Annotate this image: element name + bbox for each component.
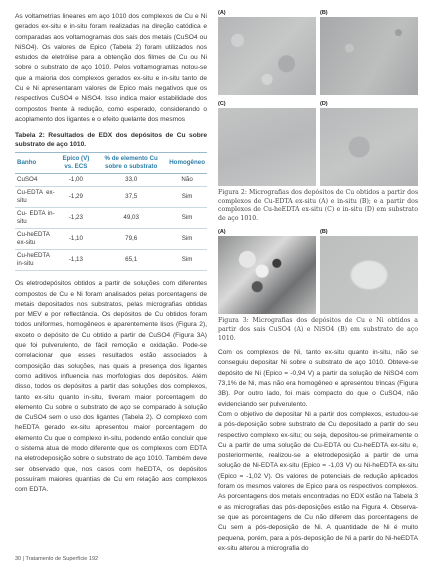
table-cell: 79,6 bbox=[95, 229, 167, 250]
micrograph-image bbox=[320, 101, 418, 186]
table-2 bbox=[15, 152, 207, 271]
right-column bbox=[218, 8, 418, 554]
table-cell: -1,00 bbox=[57, 174, 95, 187]
micrograph-image bbox=[320, 229, 418, 314]
table-cell: 65,1 bbox=[95, 250, 167, 271]
table-header-percent-cu: % de elemento Cu sobre o substrato bbox=[95, 153, 167, 174]
table-cell: Cu- EDTA in-situ bbox=[15, 208, 57, 229]
table-cell: -1,13 bbox=[57, 250, 95, 271]
panel-label: (C) bbox=[218, 101, 226, 107]
table-cell: 33,0 bbox=[95, 174, 167, 187]
table-cell: Cu-heEDTA in-situ bbox=[15, 250, 57, 271]
table-cell: Cu-heEDTA ex-situ bbox=[15, 229, 57, 250]
figure-2-panel-a bbox=[218, 8, 316, 95]
panel-label: (D) bbox=[320, 101, 328, 107]
table-cell: Cu-EDTA ex-situ bbox=[15, 187, 57, 208]
table-cell: Sim bbox=[167, 229, 207, 250]
table-cell: Sim bbox=[167, 187, 207, 208]
figure-2-panel-b bbox=[320, 8, 418, 95]
figure-3-grid bbox=[218, 227, 418, 314]
panel-label: (B) bbox=[320, 10, 328, 16]
panel-label: (A) bbox=[218, 10, 226, 16]
figure-2-caption: Figura 2: Micrografias dos depósitos de Cu obtidos a partir dos complexos de Cu-EDTA ex-situ (A) e in-situ (B); e a partir dos complexos de Cu-heEDTA ex-situ (C) e in-situ (D) em substrato de aço 1010. bbox=[218, 189, 418, 222]
figure-3-caption: Figura 3: Micrografias dos depósitos de Cu e Ni obtidos a partir dos sais CuSO4 (A) e NiSO4 (B) em substrato de aço 1010. bbox=[218, 317, 418, 342]
table-row bbox=[15, 208, 207, 229]
panel-label: (B) bbox=[320, 229, 328, 236]
table-cell: 49,03 bbox=[95, 208, 167, 229]
table-cell: -1,23 bbox=[57, 208, 95, 229]
paragraph-eletrodepositos: Os eletrodepósitos obtidos a partir de soluções com diferentes compostos de Cu e Ni foram analisados pelas porcentagens de metais depositados nos substratos, pelas micrografias obtidas por MEV e por reflectância. Os depósitos de Cu obtidos foram todos uniformes, homogêneos e aparentemente lisos (Figura 2), exceto o depósito de Cu obtido a partir de CuSO4 (Figura 3A) que foi pulverulento, de fácil remoção e oxidação. Pode-se correlacionar que esses resultados estão associados à composição das soluções, nas quais a presença dos ligantes como aditivos influencia nas morfologias dos depósitos. Além disso, todos os depósitos a partir das soluções dos complexos, tanto ex-situ quanto in-situ, tiveram maior porcentagem do elemento Cu sobre o substrato de aço se comparado à solução de CuSO4 sem o uso dos ligantes (Tabela 2). O complexo com heEDTA gerado ex-situ apresentou maior porcentagem do elemento Cu que o complexo in-situ, podendo então concluir que o sistema atua de modo diferente que os complexos com EDTA na eletrodeposição sobre o substrato de aço 1010. Também deve ser observado que, nos casos com heEDTA, os depósitos possuíram maiores quantias de Cu em relação aos complexos com EDTA. bbox=[15, 280, 207, 494]
table-row bbox=[15, 250, 207, 271]
table-2-title: Tabela 2: Resultados de EDX dos depósitos de Cu sobre substrato de aço 1010. bbox=[15, 132, 207, 149]
table-cell: CuSO4 bbox=[15, 174, 57, 187]
left-column bbox=[15, 12, 207, 496]
table-row bbox=[15, 229, 207, 250]
micrograph-image bbox=[218, 101, 316, 186]
micrograph-image bbox=[320, 10, 418, 95]
table-cell: -1,29 bbox=[57, 187, 95, 208]
figure-2-panel-c bbox=[218, 99, 316, 186]
table-header-homogeneo: Homogêneo bbox=[167, 153, 207, 174]
table-cell: Não bbox=[167, 174, 207, 187]
figure-2-panel-d bbox=[320, 99, 418, 186]
figure-3-panel-b bbox=[320, 227, 418, 314]
paragraph-voltametrias: As voltametrias lineares em aço 1010 dos complexos de Cu e Ni gerados ex-situ e in-situ foram realizadas na direção catódica e comparadas aos voltamogramas dos sais dos metais (CuSO4 ou NiSO4). Os valores de Epico (Tabela 2) foram utilizados nos estudos de eletrólise para a obtenção dos filmes de Cu ou Ni sobre o substrato de aço 1010. Pelos voltamogramas notou-se que a maioria dos complexos gerados ex-situ e in-situ tanto de Cu e Ni apresentaram valores de Epico mais negativos que os respectivos CuSO4 e NiSO4. Isso indica maior estabilidade dos compostos frente à redução, como esperado, considerando o acoplamento dos ligantes e o efeito quelante dos mesmos bbox=[15, 13, 207, 123]
paragraph-pos-deposicao: Com o objetivo de depositar Ni a partir dos complexos, estudou-se a pós-deposição sobre substrato de Cu depositado a partir do seu respectivo complexo ex-situ; ou seja, depositou-se primeiramente o Cu a partir de uma solução de Cu-EDTA ou Cu-heEDTA ex-situ e, posteriormente, realizou-se a eletrodeposição a partir de uma solução de Ni-EDTA ex-situ (Epico = -1,03 V) ou Ni-heEDTA ex-situ (Epico = -1,02 V). Os valores de potenciais de redução aplicados foram os mesmos valores de Epico para os respectivos complexos. As porcentagens dos metais encontradas no EDX estão na Tabela 3 e as micrografias das pós-deposições estão na Figura 4. Observa-se que as porcentagens de Cu não diferem das porcentagens de Cu sem a pós-deposição de Ni. A quantidade de Ni é muito pequena, porém, para a pós-deposição de Ni a partir do Ni-heEDTA ex-situ alterou a micrografia do bbox=[218, 410, 418, 552]
micrograph-image bbox=[218, 10, 316, 95]
table-header-row bbox=[15, 153, 207, 174]
table-header-epico: Epico (V) vs. ECS bbox=[57, 153, 95, 174]
figure-3-panel-a bbox=[218, 227, 316, 314]
table-cell: Sim bbox=[167, 208, 207, 229]
table-row bbox=[15, 187, 207, 208]
table-header-banho: Banho bbox=[15, 153, 57, 174]
figure-2-grid bbox=[218, 8, 418, 186]
paragraph-complexos-ni: Com os complexos de Ni, tanto ex-situ quanto in-situ, não se conseguiu depositar Ni sobre o substrato de aço 1010. Obteve-se depósito de Ni (Epico = -0,94 V) a partir da solução de NiSO4 com 73,1% de Ni, mas não era homogêneo e apresentou trincas (Figura 3B). Por outro lado, foi mais compacto do que o CuSO4, não evidenciando ser pulverulento. bbox=[218, 349, 418, 408]
micrograph-image bbox=[218, 229, 316, 314]
table-cell: 37,5 bbox=[95, 187, 167, 208]
table-cell: -1,10 bbox=[57, 229, 95, 250]
panel-label: (A) bbox=[218, 229, 226, 236]
table-row bbox=[15, 174, 207, 187]
page-footer: 30 | Tratamento de Superfície 192 bbox=[15, 556, 99, 562]
table-cell: Sim bbox=[167, 250, 207, 271]
